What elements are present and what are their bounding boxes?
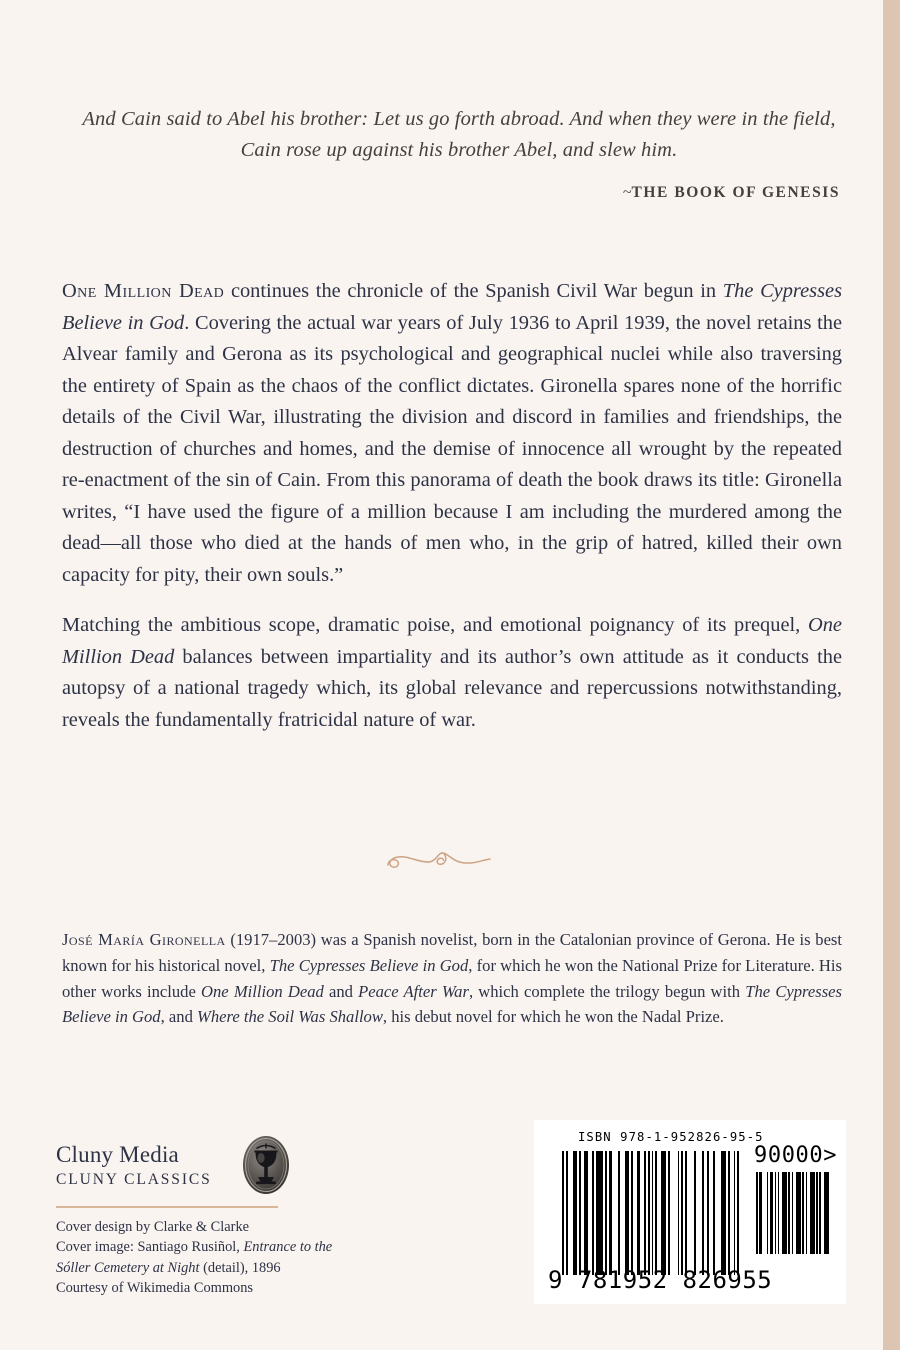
blurb-paragraph-1 [62,276,842,591]
barcode-bar [670,1151,677,1275]
bio-b: , for which he won the National Prize for Literature. His other works include [62,955,842,1001]
epigraph-tilde: ~ [622,184,632,202]
publisher-divider-rule [56,1206,278,1208]
credit-image-detail-year: (detail), 1896 [199,1259,281,1276]
epigraph-attribution [78,184,840,202]
bio-e: , and [160,1007,198,1027]
author-bio-text [62,927,842,1030]
bio-c: and [323,981,359,1001]
bio-title-cypresses-1: The Cypresses Believe in God [269,955,469,975]
blurb-p2-title-omd: One Million Dead [62,614,842,668]
isbn-label: ISBN 978-1-952826-95-5 [578,1130,764,1144]
credit-courtesy: Courtesy of Wikimedia Commons [56,1279,254,1296]
publisher-names [56,1138,212,1189]
blurb-block [62,276,842,736]
credit-image-title-part2: Sóller Cemetery at Night [56,1259,200,1276]
credit-image-prefix: Cover image: Santiago Rusiñol, [56,1239,244,1256]
author-name: José María Gironella [62,930,226,949]
blurb-p2-b: balances between impartiality and its author’s own attitude as it conducts the autopsy of a national tragedy which, its global relevance and repercussions notwithstanding, reveals the fundamentally fratricidal nature of war. [62,645,842,731]
barcode-bar [596,1151,603,1275]
flourish-icon [372,840,512,884]
publisher-imprint: CLUNY CLASSICS [56,1170,212,1188]
section-divider [0,840,883,884]
barcode-bar [824,1172,829,1254]
barcode-addon-ean5 [756,1172,830,1254]
blurb-p1-a: continues the chronicle of the Spanish Civil War begun in [224,280,723,302]
credit-cover-design: Cover design by Clarke & Clarke [56,1218,250,1235]
barcode-human-readable: 9 781952 826955 [548,1266,773,1294]
bio-a: (1917–2003) was a Spanish novelist, born in the Catalonian province of Gerona. He is best known for his historical novel, [62,930,842,975]
epigraph-block [78,104,840,202]
publisher-block [56,1138,376,1298]
barcode-ean13 [562,1151,740,1275]
publisher-identity-row [56,1138,376,1196]
bio-d: , which complete the trilogy begun with [468,981,746,1001]
blurb-p1-b: . Covering the actual war years of July 1936 to April 1939, the novel retains the Alvear family and Gerona as its psychological and geographical nuclei while also traversing the entirety of Spain as the chaos of the conflict dictates. Gironella spares none of the horrific details of the Civil War, illustrating the division and discord in families and friendships, the destruction of churches and homes, and the demise of innocence all wrought by the repeated re-enactment of the sin of Cain. From this panorama of death the book draws its title: Gironella writes, “I have used the figure of a million because I am including the murdered among the dead—all those who died at the hands of men who, in the grip of hatred, killed their own capacity for pity, their own souls.” [62,311,842,586]
blurb-paragraph-2 [62,610,842,736]
credit-cover-image-line2 [56,1258,376,1278]
blurb-title-opener: One Million Dead [62,280,225,302]
barcode-bar [687,1151,694,1275]
epigraph-source: THE BOOK OF GENESIS [631,184,840,202]
cover-credits [56,1217,376,1299]
bio-title-cypresses-2: The Cypresses Believe in God [62,981,842,1027]
bio-f: , his debut novel for which he won the Nadal Prize. [382,1007,724,1027]
blurb-p1-title-cypresses: The Cypresses Believe in God [62,280,843,334]
bio-title-omd: One Million Dead [201,981,324,1001]
credit-cover-image-line1 [56,1237,376,1257]
author-bio-block [62,927,842,1030]
epigraph-quote: And Cain said to Abel his brother: Let us go forth abroad. And when they were in the field, Cain rose up against his brother Abel, and slew him. [82,108,836,162]
credit-image-title-part1: Entrance to the [243,1239,333,1256]
blurb-p2-a: Matching the ambitious scope, dramatic poise, and emotional poignancy of its prequel, [62,614,809,637]
barcode-addon-digits: 90000> [754,1143,838,1168]
bio-title-soil-shallow: Where the Soil Was Shallow [197,1007,383,1027]
barcode-bar [737,1151,739,1275]
bio-title-peace-after-war: Peace After War [358,981,469,1001]
barcode-block [534,1120,846,1304]
spine-edge-strip [883,0,900,1350]
publisher-name: Cluny Media [56,1142,179,1167]
cluny-chalice-medallion-icon [240,1134,292,1196]
